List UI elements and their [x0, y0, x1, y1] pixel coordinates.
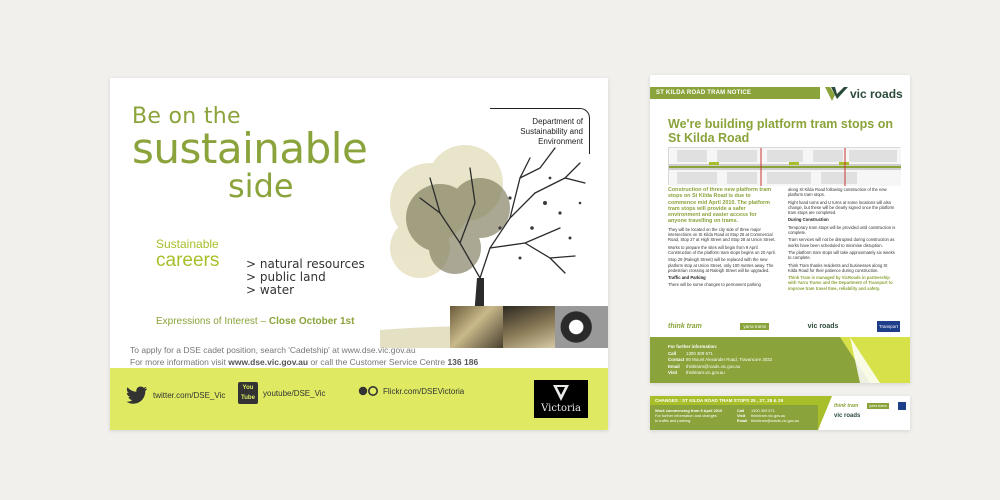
flickr-icon [358, 386, 378, 396]
apply-info [130, 344, 478, 368]
vicroads-wordmark: vic roads [850, 87, 903, 101]
youtube-icon [238, 382, 258, 404]
strip-bar: CHANGES : ST KILDA ROAD TRAM STOPS 25 , 27, 28 & 29 [650, 396, 818, 405]
sustainable-label: Sustainable [156, 237, 219, 251]
contact-line [130, 356, 478, 368]
twitter-label: twitter.com/DSE_Vic [153, 390, 226, 400]
sustainable-careers-heading [156, 238, 219, 270]
notice-bar: ST KILDA ROAD TRAM NOTICE [650, 87, 820, 99]
think-tram-logo: think tram [668, 322, 702, 330]
website-link[interactable]: www.dse.vic.gov.au [228, 357, 309, 367]
department-line: Department of [532, 117, 583, 126]
strip-right-text [737, 408, 799, 423]
info-label: Call [668, 350, 677, 356]
info-value: thinktram@roads.vic.gov.au [686, 363, 741, 369]
career-item: > water [246, 283, 295, 297]
notice-paragraph: During Construction [788, 217, 829, 223]
notice-paragraph: Traffic and Parking [668, 275, 706, 281]
strip-value: thinktram@roads.vic.gov.au [751, 418, 799, 423]
notice-paragraph: Temporary tram stops will be provided until construction is complete. [788, 224, 896, 236]
changes-strip [650, 396, 910, 430]
contact-text: or call the Customer Service Centre [308, 357, 448, 367]
strip-left-text [655, 408, 722, 423]
route-map-illustration [669, 148, 901, 186]
think-tram-logo: think tram [834, 403, 859, 409]
further-info [668, 344, 772, 377]
headline-big: sustainable [132, 124, 368, 173]
strip-row [737, 418, 799, 423]
transport-logo: Transport [877, 321, 900, 332]
victoria-logo [534, 380, 588, 418]
info-label: Visit [668, 370, 678, 376]
info-value: thinktram.vic.gov.au [686, 370, 725, 376]
notice-paragraph: They will be located on the city side of three major intersections on St Kilda Road at Stop 25 at Commercial Road, Stop 27 at High Street and Stop 28 at Union Street. [668, 226, 776, 243]
victoria-wordmark: Victoria [541, 403, 581, 414]
expressions-of-interest [156, 316, 354, 327]
eoi-close-date: Close October 1st [268, 316, 355, 327]
notice-paragraph: Right hand turns and U turns at some locations will also change, but these will be clearly signed once the platform tram stops are completed. [788, 199, 895, 216]
headline-side: side [228, 167, 294, 205]
info-value: 1300 309 571 [686, 350, 713, 356]
photo-strip [450, 306, 608, 348]
career-item: > natural resources [246, 257, 365, 271]
strip-label: Call [737, 408, 745, 413]
partner-logos [668, 317, 900, 335]
eoi-label: Expressions of Interest – [156, 316, 269, 327]
notice-paragraph: Think Tram is managed by VicRoads in partnership with Yarra Trams and the Department of Transport to improve tram travel time, reliability and safety. [788, 275, 893, 291]
wetland-photo [503, 306, 556, 348]
notice-paragraph: Stop 28 (Raleigh Street) will be replaced with the new platform stop at Union Street, only 100 metres away. The pedestrian crossing at Raleigh Street will be upgraded. [668, 257, 774, 273]
info-label: Email [668, 363, 680, 369]
phone-number: 136 186 [447, 357, 479, 367]
info-row [668, 364, 772, 371]
strip-chevron-icon [818, 396, 832, 430]
vicroads-logo [824, 85, 903, 103]
notice-paragraph: There will be some changes to permanent parking [668, 282, 761, 288]
notice-footer [650, 337, 910, 383]
strip-line: to traffic and parking: [655, 418, 692, 423]
twitter-link[interactable] [126, 386, 225, 404]
water-photo [555, 306, 608, 348]
dse-cadetship-poster [110, 78, 608, 430]
tram-notice-flyer [650, 75, 910, 383]
poster-headline [132, 104, 368, 205]
notice-paragraph: The platform tram stops will take approximately six weeks to complete. [788, 249, 895, 261]
strip-label: Visit [737, 413, 746, 418]
transport-logo [898, 402, 906, 410]
vicroads-small-logo: vic roads [807, 322, 839, 330]
triangle-logo-icon [553, 385, 569, 403]
youtube-icon-text: You Tube [241, 385, 255, 401]
department-line: Sustainability and [520, 127, 583, 136]
info-row [668, 351, 772, 358]
strip-line: Work commencing from 9 April 2010 [655, 408, 723, 413]
flickr-label: Flickr.com/DSEVictoria [383, 386, 465, 396]
department-line: Environment [538, 137, 583, 146]
yarra-trams-logo: yarra trams [740, 323, 769, 330]
strip-value: 1300 309 571 [751, 408, 775, 413]
strip-logos [834, 402, 906, 419]
info-label: Contact [668, 357, 685, 363]
headline-small: Be on the [132, 104, 241, 129]
info-row [668, 357, 772, 364]
route-map [668, 147, 900, 185]
twitter-bird-icon [126, 386, 148, 404]
further-info-heading: For further information: [668, 344, 718, 349]
strip-value: thinktram.vic.gov.au [751, 413, 786, 418]
youtube-link[interactable] [238, 382, 326, 404]
notice-paragraph: Works to prepare the sites will begin from 9 April. Construction of the platform tram stops begins on 20 April. [668, 244, 776, 255]
vicroads-chevron-icon [824, 85, 850, 103]
apply-line: To apply for a DSE cadet position, search 'Cadetship' at www.dse.vic.gov.au [130, 345, 416, 355]
career-item: > public land [246, 270, 326, 284]
info-value: 60 Mount Alexander Road, Travancore 3032 [686, 357, 773, 363]
strip-line: For further information and changes [655, 413, 717, 418]
strip-label: Email [737, 418, 748, 423]
contact-text: For more information visit [130, 357, 229, 367]
notice-paragraph: Think Tram thanks residents and businesses along St Kilda Road for their patience during construction. [788, 262, 888, 273]
vicroads-small-logo: vic roads [834, 413, 861, 419]
careers-list [246, 258, 365, 297]
yarra-trams-logo: yarra trams [869, 404, 887, 408]
notice-paragraph: along St Kilda Road following construction of the new platform tram stops. [788, 187, 887, 198]
notice-paragraph: Tram services will not be disrupted during construction as works have been scheduled to minimise disruption. [788, 237, 895, 248]
info-row [668, 370, 772, 377]
youtube-label: youtube/DSE_Vic [263, 388, 326, 398]
notice-title: We're building platform tram stops on St Kilda Road [668, 117, 893, 145]
poster-footer [110, 368, 608, 430]
grass-photo [450, 306, 503, 348]
careers-label: careers [156, 250, 220, 271]
flickr-link[interactable] [358, 386, 464, 396]
chevron-graphic-icon [840, 337, 910, 383]
notice-paragraph: Construction of three new platform tram stops on St Kilda Road is due to commence mid April 2010. The platform tram stops will provide a safer environment and easier access for anyone travelling on trams. [668, 187, 772, 225]
strip-info [650, 405, 818, 430]
